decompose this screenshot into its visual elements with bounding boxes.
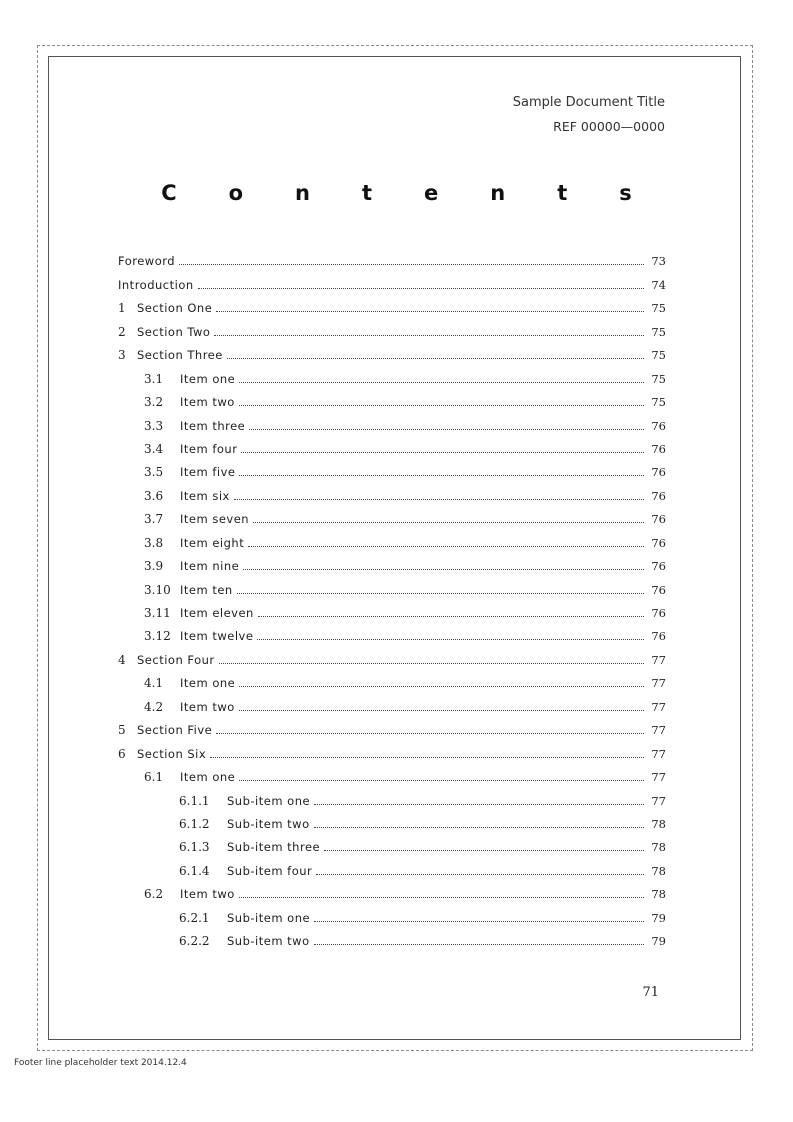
- toc-entry[interactable]: [118, 690, 666, 713]
- running-head-title: Sample Document Title: [512, 95, 665, 110]
- toc-entry-page: 76: [651, 418, 666, 433]
- toc-entry[interactable]: [118, 456, 666, 479]
- toc-entry-title: Item one: [180, 770, 236, 785]
- toc-entry[interactable]: [118, 315, 666, 338]
- toc-entry-number: 3.4: [144, 441, 164, 456]
- toc-dot-leader: [248, 546, 644, 547]
- table-of-contents: [118, 245, 666, 948]
- toc-dot-leader: [249, 429, 644, 430]
- toc-entry-title: Introduction: [118, 277, 194, 292]
- toc-entry-page: 75: [651, 324, 666, 339]
- toc-entry[interactable]: [118, 268, 666, 291]
- toc-entry[interactable]: [118, 784, 666, 807]
- toc-entry-title: Item six: [180, 488, 230, 503]
- toc-entry-page: 78: [651, 840, 666, 855]
- toc-entry-page: 78: [651, 816, 666, 831]
- toc-dot-leader: [216, 733, 644, 734]
- toc-entry-title: Item four: [180, 441, 238, 456]
- toc-entry-title: Sub-item four: [227, 863, 313, 878]
- toc-entry-page: 76: [651, 441, 666, 456]
- toc-entry[interactable]: [118, 433, 666, 456]
- toc-entry[interactable]: [118, 714, 666, 737]
- toc-entry[interactable]: [118, 292, 666, 315]
- toc-entry[interactable]: [118, 737, 666, 760]
- toc-entry-page: 77: [651, 676, 666, 691]
- toc-dot-leader: [314, 921, 644, 922]
- toc-entry-title: Item one: [180, 371, 236, 386]
- toc-dot-leader: [239, 897, 644, 898]
- toc-entry-number: 3.7: [144, 512, 164, 527]
- toc-dot-leader: [214, 335, 644, 336]
- toc-entry-number: 6.1: [144, 770, 164, 785]
- toc-entry-number: 3.10: [144, 582, 171, 597]
- toc-entry-number: 4.2: [144, 699, 164, 714]
- toc-entry-number: 3.1: [144, 371, 164, 386]
- toc-entry-page: 76: [651, 559, 666, 574]
- toc-entry[interactable]: [118, 503, 666, 526]
- toc-entry-title: Section Two: [137, 324, 211, 339]
- page-number: 71: [642, 985, 659, 1000]
- toc-entry-title: Sub-item three: [227, 840, 321, 855]
- toc-entry-number: 6.2: [144, 887, 164, 902]
- toc-entry-page: 78: [651, 863, 666, 878]
- toc-dot-leader: [253, 522, 644, 523]
- toc-entry-page: 76: [651, 465, 666, 480]
- toc-dot-leader: [198, 288, 644, 289]
- toc-dot-leader: [237, 593, 644, 594]
- toc-dot-leader: [227, 358, 644, 359]
- toc-entry-number: 3: [118, 348, 126, 363]
- toc-entry-page: 77: [651, 793, 666, 808]
- toc-entry[interactable]: [118, 597, 666, 620]
- toc-entry-number: 5: [118, 723, 126, 738]
- toc-entry[interactable]: [118, 245, 666, 268]
- toc-entry-number: 6.1.2: [179, 816, 210, 831]
- toc-title: Contents: [161, 181, 684, 205]
- toc-entry[interactable]: [118, 925, 666, 948]
- toc-entry-page: 78: [651, 887, 666, 902]
- toc-dot-leader: [243, 569, 644, 570]
- toc-entry-number: 6.1.4: [179, 863, 210, 878]
- toc-dot-leader: [219, 663, 644, 664]
- toc-entry-number: 3.8: [144, 535, 164, 550]
- toc-entry-title: Item eleven: [180, 606, 254, 620]
- toc-entry[interactable]: [118, 550, 666, 573]
- toc-entry-number: 6.2.1: [179, 910, 210, 925]
- toc-dot-leader: [314, 804, 644, 805]
- toc-entry-title: Foreword: [118, 254, 176, 269]
- toc-entry-page: 79: [651, 910, 666, 925]
- toc-dot-leader: [257, 639, 644, 640]
- toc-dot-leader: [239, 405, 644, 406]
- toc-entry-title: Item two: [180, 887, 235, 902]
- toc-entry-number: 2: [118, 324, 126, 339]
- toc-entry[interactable]: [118, 386, 666, 409]
- toc-entry-title: Item three: [180, 418, 246, 433]
- toc-entry-number: 3.3: [144, 418, 164, 433]
- toc-dot-leader: [210, 757, 644, 758]
- toc-entry-title: Item five: [180, 465, 236, 480]
- toc-dot-leader: [314, 944, 644, 945]
- toc-entry-page: 76: [651, 582, 666, 597]
- toc-dot-leader: [239, 686, 644, 687]
- toc-entry[interactable]: [118, 761, 666, 784]
- toc-entry-title: Item seven: [180, 512, 250, 527]
- toc-dot-leader: [314, 827, 644, 828]
- toc-dot-leader: [179, 264, 644, 265]
- toc-entry-title: Section Three: [137, 348, 223, 363]
- toc-entry[interactable]: [118, 831, 666, 854]
- toc-entry-number: 3.5: [144, 465, 164, 480]
- toc-dot-leader: [234, 499, 644, 500]
- toc-entry-page: 76: [651, 629, 666, 644]
- toc-entry[interactable]: [118, 808, 666, 831]
- toc-dot-leader: [316, 874, 644, 875]
- toc-entry-page: 77: [651, 699, 666, 714]
- toc-entry[interactable]: [118, 620, 666, 643]
- toc-entry-number: 6: [118, 746, 126, 761]
- toc-entry-page: 77: [651, 652, 666, 667]
- toc-entry-number: 1: [118, 301, 126, 316]
- toc-entry-page: 76: [651, 606, 666, 620]
- toc-entry[interactable]: [118, 479, 666, 502]
- toc-entry-number: 3.12: [144, 629, 171, 644]
- toc-entry-title: Sub-item one: [227, 793, 311, 808]
- toc-entry-title: Item two: [180, 395, 235, 410]
- toc-entry-page: 75: [651, 301, 666, 316]
- toc-entry-number: 3.11: [144, 606, 171, 620]
- toc-dot-leader: [216, 311, 644, 312]
- toc-entry-page: 77: [651, 770, 666, 785]
- toc-entry-title: Item ten: [180, 582, 233, 597]
- toc-entry-page: 73: [651, 254, 666, 269]
- toc-entry-title: Section One: [137, 301, 213, 316]
- toc-entry-page: 76: [651, 512, 666, 527]
- toc-dot-leader: [239, 780, 644, 781]
- toc-entry-title: Sub-item two: [227, 816, 310, 831]
- toc-entry-title: Item twelve: [180, 629, 254, 644]
- toc-entry-title: Item eight: [180, 535, 245, 550]
- toc-entry[interactable]: [118, 901, 666, 924]
- toc-dot-leader: [241, 452, 644, 453]
- toc-dot-leader: [239, 382, 644, 383]
- toc-entry[interactable]: [118, 667, 666, 690]
- toc-entry-number: 6.2.2: [179, 934, 210, 949]
- toc-dot-leader: [239, 475, 644, 476]
- print-info-footer: Footer line placeholder text 2014.12.4: [14, 1058, 187, 1068]
- toc-entry[interactable]: [118, 526, 666, 549]
- toc-dot-leader: [324, 850, 644, 851]
- toc-entry[interactable]: [118, 339, 666, 362]
- toc-entry-page: 75: [651, 395, 666, 410]
- toc-entry-number: 6.1.3: [179, 840, 210, 855]
- toc-entry[interactable]: [118, 854, 666, 877]
- toc-entry-page: 79: [651, 934, 666, 949]
- toc-dot-leader: [258, 616, 644, 617]
- toc-entry[interactable]: [118, 573, 666, 596]
- toc-entry-number: 3.9: [144, 559, 164, 574]
- toc-dot-leader: [239, 710, 644, 711]
- toc-entry-page: 76: [651, 535, 666, 550]
- toc-entry-page: 74: [651, 277, 666, 292]
- toc-entry-title: Item two: [180, 699, 235, 714]
- toc-entry-number: 4.1: [144, 676, 164, 691]
- toc-entry-number: 4: [118, 652, 126, 667]
- toc-entry-title: Sub-item two: [227, 934, 310, 949]
- toc-entry-page: 76: [651, 488, 666, 503]
- running-head-code: REF 00000—0000: [553, 119, 665, 134]
- toc-entry-title: Sub-item one: [227, 910, 311, 925]
- toc-entry-page: 77: [651, 723, 666, 738]
- toc-entry-title: Section Four: [137, 652, 215, 667]
- toc-entry[interactable]: [118, 409, 666, 432]
- toc-entry[interactable]: [118, 643, 666, 666]
- toc-entry-number: 6.1.1: [179, 793, 210, 808]
- toc-entry[interactable]: [118, 362, 666, 385]
- toc-entry-page: 77: [651, 746, 666, 761]
- toc-entry[interactable]: [118, 878, 666, 901]
- toc-entry-title: Item one: [180, 676, 236, 691]
- toc-entry-page: 75: [651, 371, 666, 386]
- toc-entry-title: Item nine: [180, 559, 240, 574]
- toc-entry-title: Section Five: [137, 723, 213, 738]
- toc-entry-number: 3.2: [144, 395, 164, 410]
- toc-entry-page: 75: [651, 348, 666, 363]
- toc-entry-title: Section Six: [137, 746, 207, 761]
- toc-entry-number: 3.6: [144, 488, 164, 503]
